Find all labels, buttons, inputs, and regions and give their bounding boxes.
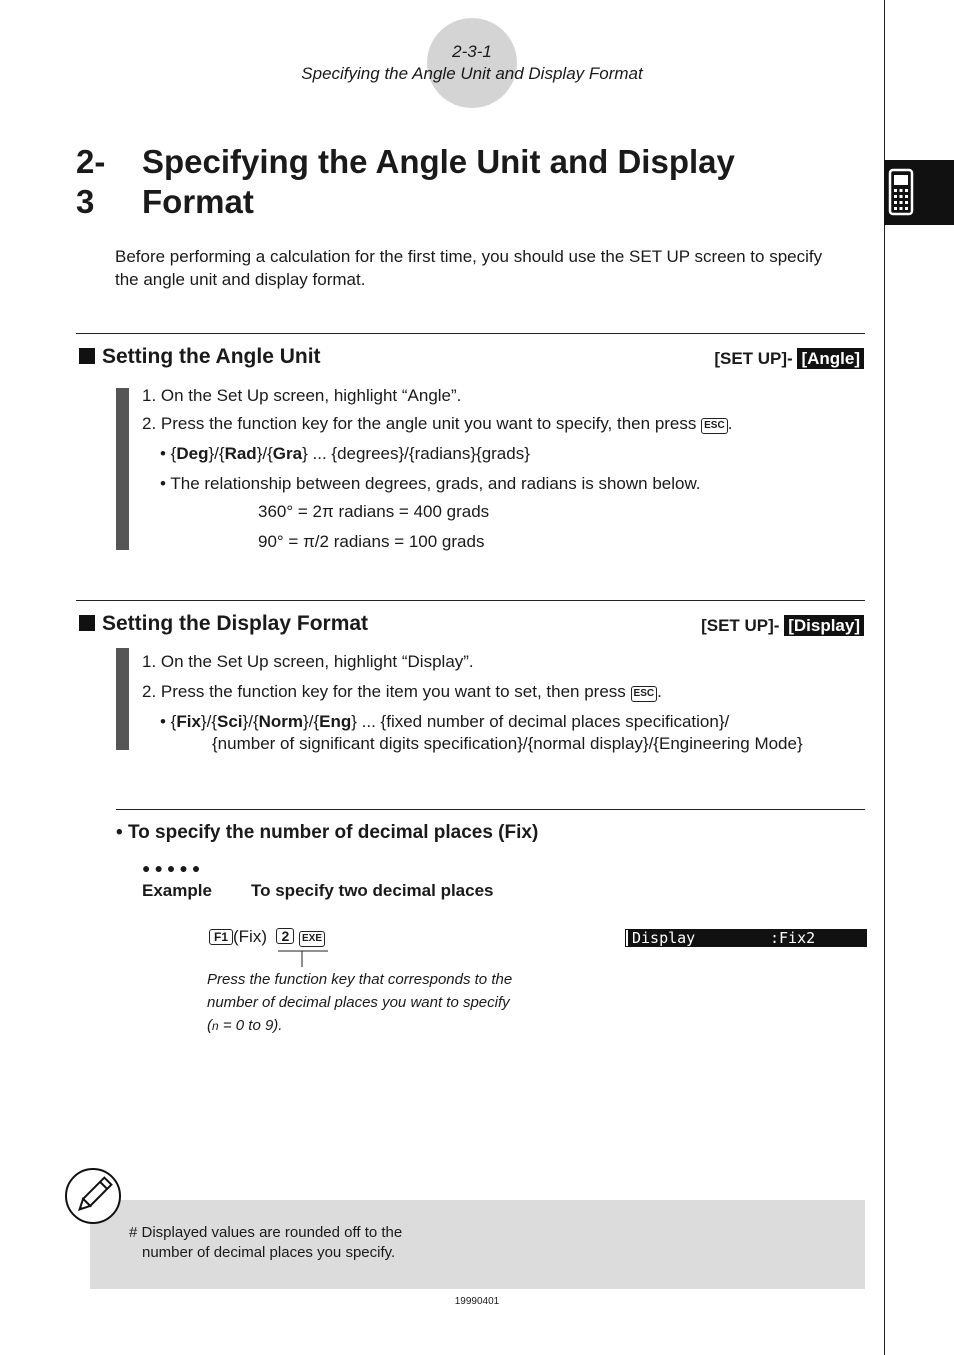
subsection-rule	[116, 809, 865, 810]
square-bullet-icon	[79, 615, 95, 631]
menu-item-angle: [Angle]	[797, 348, 864, 369]
section-side-bar	[116, 648, 129, 750]
square-bullet-icon	[79, 348, 95, 364]
angle-step-1: 1. On the Set Up screen, highlight “Angle”.	[142, 386, 462, 405]
display-step-2: 2. Press the function key for the item you want to set, then press ESC .	[142, 682, 662, 701]
header-circle-decoration	[427, 18, 517, 108]
subsection-heading-fix: • To specify the number of decimal places (Fix)	[116, 822, 539, 843]
calculator-icon	[884, 160, 954, 225]
note-text: # Displayed values are rounded off to the number of decimal places you specify.	[129, 1224, 403, 1261]
f1-key-icon: F1	[209, 929, 233, 945]
example-dots: ●●●●●	[142, 860, 205, 876]
callout-note: Press the function key that corresponds to the number of decimal places you want to specify (n = 0 to 9).	[207, 971, 513, 1034]
lcd-display-line: Display :Fix2	[626, 930, 866, 946]
running-title: Specifying the Angle Unit and Display Format	[301, 64, 643, 83]
example-label: Example	[142, 881, 212, 900]
esc-key-icon: ESC	[701, 418, 728, 434]
angle-options: • {Deg}/{Rad}/{Gra} ... {degrees}/{radians}{grads}	[160, 444, 530, 463]
example-text: To specify two decimal places	[251, 881, 494, 900]
two-key-icon: 2	[276, 928, 294, 944]
equation-2: 90° = π/2 radians = 100 grads	[258, 532, 485, 551]
angle-relationship: • The relationship between degrees, grads, and radians is shown below.	[160, 474, 701, 493]
display-options-cont: {number of significant digits specification}/{normal display}/{Engineering Mode}	[212, 734, 803, 753]
menu-path-display: [SET UP]- [Display]	[701, 616, 864, 636]
exe-key-icon: EXE	[299, 931, 325, 947]
page-number: 2-3-1	[452, 42, 492, 61]
footer-code: 19990401	[454, 1296, 500, 1307]
display-step-1: 1. On the Set Up screen, highlight “Display”.	[142, 652, 474, 671]
key-sequence: F1 (Fix) 2 EXE	[209, 927, 325, 947]
section-rule	[76, 600, 865, 601]
section-rule	[76, 333, 865, 334]
equation-1: 360° = 2π radians = 400 grads	[258, 502, 490, 521]
callout-bracket	[276, 949, 332, 969]
chapter-tab	[884, 160, 954, 225]
angle-step-2: 2. Press the function key for the angle unit you want to specify, then press ESC .	[142, 414, 733, 433]
section-heading-angle: Setting the Angle Unit	[79, 345, 321, 369]
menu-path-angle: [SET UP]- [Angle]	[714, 349, 864, 369]
menu-item-display: [Display]	[784, 615, 864, 636]
section-side-bar	[116, 388, 129, 550]
chapter-title-text: Specifying the Angle Unit and Display Format	[142, 143, 735, 220]
esc-key-icon: ESC	[631, 686, 658, 702]
pencil-note-icon	[64, 1167, 122, 1225]
display-options: • {Fix}/{Sci}/{Norm}/{Eng} ... {fixed number of decimal places specification}/	[160, 712, 730, 731]
intro-paragraph: Before performing a calculation for the first time, you should use the SET UP screen to specify the angle unit and display format.	[115, 247, 823, 289]
chapter-number: 2-3	[76, 143, 106, 220]
section-heading-display: Setting the Display Format	[79, 612, 368, 636]
